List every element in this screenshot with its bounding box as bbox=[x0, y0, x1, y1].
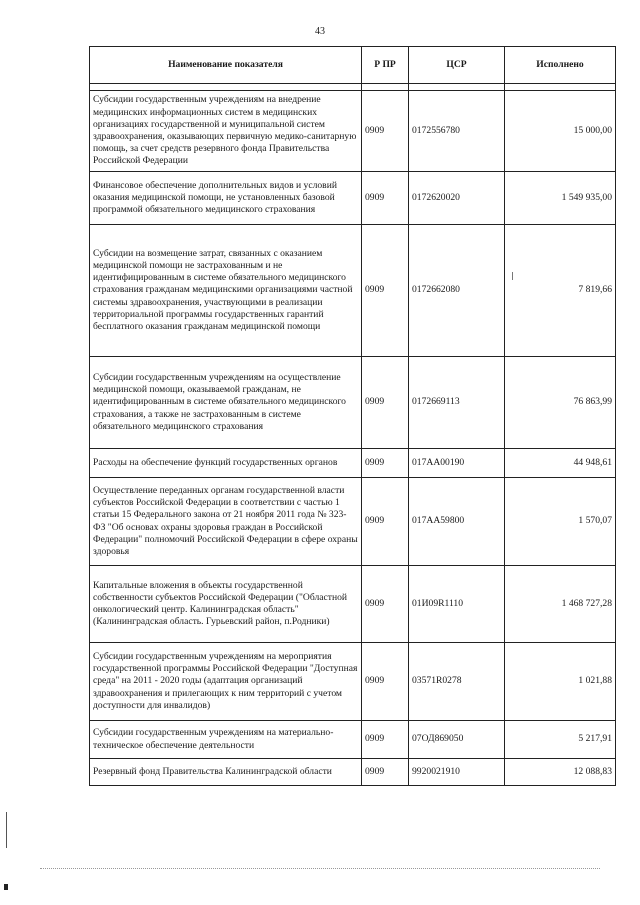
row-executed: 1 570,07 bbox=[505, 478, 616, 566]
row-rpr: 0909 bbox=[362, 449, 409, 478]
row-name: Осуществление переданных органам государственной власти субъектов Российской Федерации в соответствии с частью 1 статьи 15 Федерального закона от 21 ноября 2011 года № 323-ФЗ "Об основах охраны здоровья граждан в Российской Федерации" полномочий Российской Федерации в сфере охраны здоровья bbox=[90, 478, 362, 566]
row-name: Субсидии на возмещение затрат, связанных с оказанием медицинской помощи не застрахованным и не идентифицированным в системе обязательного медицинского страхования гражданам медицинскими организациями частной системы здравоохранения, участвующими в реализации территориальной программы государственных гарантий бесплатного оказания гражданам медицинской помощи bbox=[90, 225, 362, 357]
scan-artifact bbox=[512, 272, 513, 280]
row-rpr: 0909 bbox=[362, 643, 409, 721]
row-name: Расходы на обеспечение функций государственных органов bbox=[90, 449, 362, 478]
row-name: Субсидии государственным учреждениям на мероприятия государственной программы Российской Федерации "Доступная среда" на 2011 - 2020 годы (адаптация организаций здравоохранения и прилегающих к ним территорий с учетом доступности для инвалидов) bbox=[90, 643, 362, 721]
row-name: Резервный фонд Правительства Калининградской области bbox=[90, 759, 362, 786]
budget-table bbox=[89, 46, 616, 786]
table-row bbox=[90, 478, 616, 566]
row-executed: 12 088,83 bbox=[505, 759, 616, 786]
header-executed: Исполнено bbox=[505, 47, 616, 84]
table-row bbox=[90, 357, 616, 449]
row-rpr: 0909 bbox=[362, 357, 409, 449]
row-csr: 0172669113 bbox=[409, 357, 505, 449]
margin-line bbox=[6, 812, 7, 848]
row-csr: 07ОД869050 bbox=[409, 721, 505, 759]
row-csr: 0172556780 bbox=[409, 91, 505, 172]
row-rpr: 0909 bbox=[362, 225, 409, 357]
table-row bbox=[90, 759, 616, 786]
row-csr: 9920021910 bbox=[409, 759, 505, 786]
table-row bbox=[90, 172, 616, 225]
row-name: Субсидии государственным учреждениям на осуществление медицинской помощи, оказываемой гражданам, не идентифицированным в системе обязательного медицинского страхования, а также не застрахованным в системе обязательного медицинского страхования bbox=[90, 357, 362, 449]
header-csr: ЦСР bbox=[409, 47, 505, 84]
row-name: Субсидии государственным учреждениям на материально-техническое обеспечение деятельности bbox=[90, 721, 362, 759]
row-csr: 0172662080 bbox=[409, 225, 505, 357]
row-csr: 0172620020 bbox=[409, 172, 505, 225]
row-rpr: 0909 bbox=[362, 566, 409, 643]
row-rpr: 0909 bbox=[362, 172, 409, 225]
row-executed: 44 948,61 bbox=[505, 449, 616, 478]
table-row bbox=[90, 566, 616, 643]
table-row bbox=[90, 449, 616, 478]
header-rpr: Р ПР bbox=[362, 47, 409, 84]
row-rpr: 0909 bbox=[362, 721, 409, 759]
row-name: Финансовое обеспечение дополнительных видов и условий оказания медицинской помощи, не установленных базовой программой обязательного медицинского страхования bbox=[90, 172, 362, 225]
row-executed: 7 819,66 bbox=[505, 225, 616, 357]
header-name: Наименование показателя bbox=[90, 47, 362, 84]
row-csr: 017АА59800 bbox=[409, 478, 505, 566]
row-csr: 017АА00190 bbox=[409, 449, 505, 478]
row-name: Капитальные вложения в объекты государственной собственности субъектов Российской Федерации ("Областной онкологический центр. Калининградская область" (Калининградская область. Гурьевский район, п.Родники) bbox=[90, 566, 362, 643]
row-executed: 5 217,91 bbox=[505, 721, 616, 759]
row-executed: 1 549 935,00 bbox=[505, 172, 616, 225]
table-row bbox=[90, 721, 616, 759]
scan-dots bbox=[40, 868, 600, 870]
table-row bbox=[90, 91, 616, 172]
margin-mark bbox=[4, 884, 8, 890]
spacer-row bbox=[90, 84, 616, 91]
row-rpr: 0909 bbox=[362, 91, 409, 172]
table-header-row bbox=[90, 47, 616, 84]
row-rpr: 0909 bbox=[362, 759, 409, 786]
row-rpr: 0909 bbox=[362, 478, 409, 566]
table-row bbox=[90, 225, 616, 357]
row-csr: 01И09R1110 bbox=[409, 566, 505, 643]
row-executed: 76 863,99 bbox=[505, 357, 616, 449]
row-executed: 15 000,00 bbox=[505, 91, 616, 172]
row-csr: 03571R0278 bbox=[409, 643, 505, 721]
row-executed: 1 021,88 bbox=[505, 643, 616, 721]
row-name: Субсидии государственным учреждениям на внедрение медицинских информационных систем в медицинских организациях государственной и муниципальной систем здравоохранения, оказывающих первичную медико-санитарную помощь, за счет средств резервного фонда Правительства Российской Федерации bbox=[90, 91, 362, 172]
page-number: 43 bbox=[315, 26, 325, 37]
table-row bbox=[90, 643, 616, 721]
row-executed: 1 468 727,28 bbox=[505, 566, 616, 643]
